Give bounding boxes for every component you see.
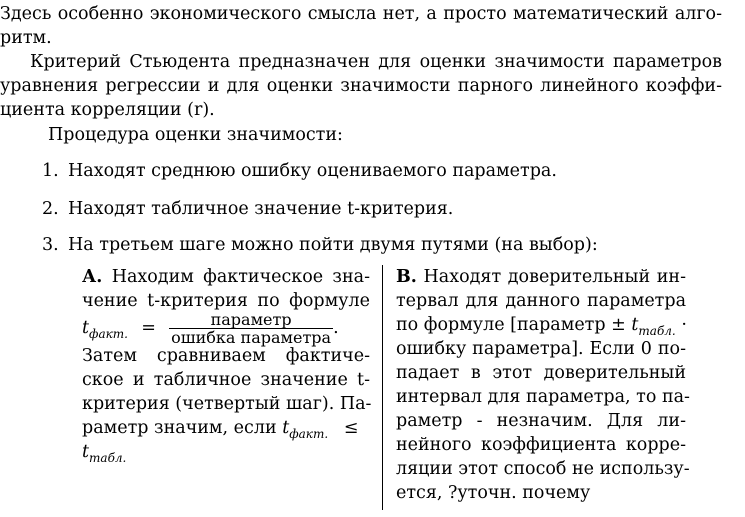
list-text: Находят среднюю ошибку оцениваемого параметра. [68,161,557,181]
option-a-line: чение t-критерия по формуле [82,291,370,311]
option-a-line: $t_{табл.}$ [82,442,127,465]
list-text: На третьем шаге можно пойти двумя путями (на выбор): [68,235,598,255]
option-b-line: нейного коэффициента корре- [396,435,686,455]
fraction-numerator: параметр [169,311,333,329]
option-a-line: А. Находим фактическое зна- [82,267,370,287]
formula-fraction [169,311,333,346]
list-number: 2. [42,199,59,219]
list-number: 3. [42,235,59,255]
option-b-line: интервал для параметра, то па- [396,387,690,407]
column-divider [382,265,383,510]
option-a-line: Затем сравниваем фактиче- [82,346,370,366]
procedure-title: Процедура оценки значимости: [48,125,343,145]
para-line-1: Критерий Стьюдента предназначен для оценки значимости параметров [30,52,722,72]
para-line-2: уравнения регрессии и для оценки значимости парного линейного коэффи- [0,76,722,96]
option-b-line: ляции этот способ не использу- [396,459,690,479]
option-b-line: ошибку параметра]. Если 0 по- [396,339,686,359]
option-b-line: падает в этот доверительный [396,363,686,383]
list-item [42,198,453,222]
list-item [42,160,557,184]
list-text: Находят табличное значение t-критерия. [68,199,454,219]
option-b-line: В. Находят доверительный ин- [396,267,686,287]
option-a-line: раметр значим, если $t_{факт.}$ ≤ [82,418,359,441]
option-b-line: ется, ?уточн. почему [396,483,591,503]
option-b-line: раметр - незначим. Для ли- [396,411,686,431]
list-item [42,234,598,258]
option-b-line: по формуле [параметр ± $t_{табл.}$ · [396,315,687,338]
para-line-3: циента корреляции (r). [0,100,215,120]
option-a-line: ское и табличное значение t- [82,370,370,390]
t-formula: $t_{факт.}$ = $\frac{\text{параметр}}{\text{ошибка параметра}}$ . [82,310,339,347]
intro-line-1: Здесь особенно экономического смысла нет, а просто математический алго- [0,4,722,24]
option-b-line: тервал для данного параметра [396,291,686,311]
option-b-label: В. [396,267,417,287]
option-a-line: критерия (четвертый шаг). Па- [82,394,372,414]
list-number: 1. [42,161,59,181]
fraction-denominator: ошибка параметра [171,328,332,347]
option-a-label: А. [82,267,103,287]
intro-line-2: ритм. [0,28,52,48]
